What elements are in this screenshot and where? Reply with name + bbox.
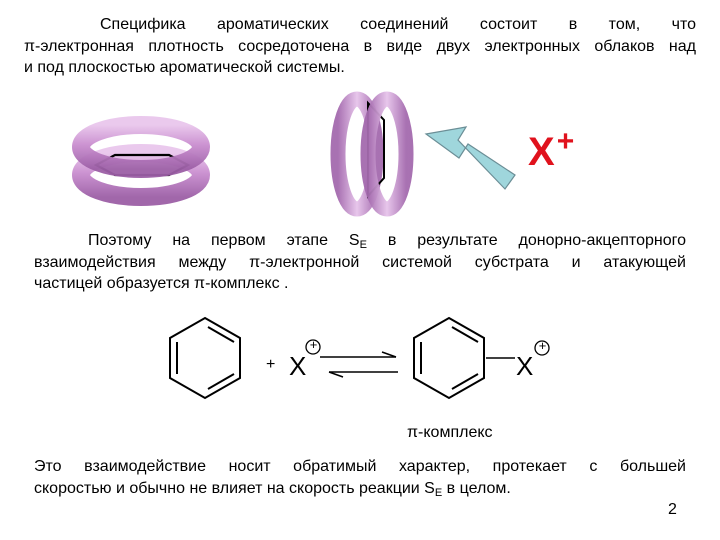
first-stage-line-1: Поэтому на первом этапе $S_E$ в результате донорно-акцепторного: [88, 232, 686, 251]
first-stage-line-2: взаимодействия между π-электронной системой субстрата и атакующей: [34, 253, 686, 271]
reagent-charge: +: [309, 337, 318, 352]
electrophile-label: [528, 125, 575, 175]
intro-line-1: Специфика ароматических соединений состоит в том, что: [100, 16, 696, 33]
reagent-x: X: [289, 351, 307, 381]
electrophile-symbol: X: [528, 130, 555, 174]
intro-line-3: и под плоскостью ароматической системы.: [24, 59, 345, 76]
electrophile-charge: +: [556, 125, 575, 158]
conclusion-paragraph: [34, 456, 686, 499]
horizontal-pi-clouds: [81, 125, 201, 197]
equilibrium-arrows: [320, 352, 398, 377]
pi-complex-benzene-ring: [414, 318, 484, 398]
intro-line-2: π-электронная плотность сосредоточена в виде двух электронных облаков над: [24, 37, 696, 55]
conclusion-line-1: Это взаимодействие носит обратимый характер, протекает с большей: [34, 458, 686, 475]
first-stage-line-3: частицей образуется π-комплекс .: [34, 275, 289, 292]
scheme-plus: +: [266, 356, 276, 373]
conclusion-line-2: скоростью и обычно не влияет на скорость реакции $S_E$ в целом.: [34, 479, 511, 499]
complex-x: X: [516, 351, 534, 381]
vertical-pi-clouds: [338, 99, 406, 209]
attack-arrow: [426, 127, 515, 189]
complex-charge: +: [538, 338, 547, 353]
benzene-ring: [170, 318, 240, 398]
page-number: 2: [668, 501, 677, 518]
first-stage-paragraph: [34, 230, 686, 295]
pi-complex-label: π-комплекс: [407, 424, 493, 441]
